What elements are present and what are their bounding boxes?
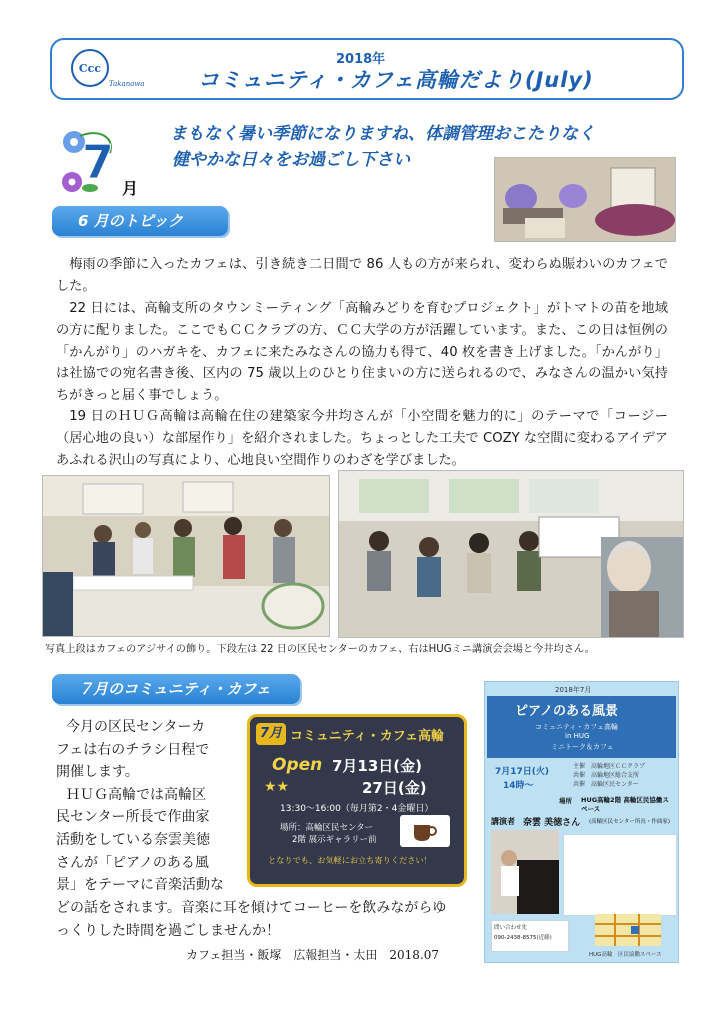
june-paragraph-2: 22 日には、高輪支所のタウンミーティング「高輪みどりを育むプロジェクト」がトマトの苗を地域の方に配りました。ここでもＣＣクラブの方、ＣＣ大学の方が活躍しています。また、この日は恒例の「かんがり」のハガキを、カフェに来たみなさんの協力も得て、40 枚を書き上げました。「かんがり」は社協での宛名書き後、区内の 75 歳以上のひとり住まいの方に送られるので、みなさんの温かい気持ちがきっと届く事でしょう。 (56, 301, 668, 404)
flyer-time: 13:30～16:00（毎月第2・4金曜日） (280, 804, 434, 814)
piano-talk-flyer (484, 681, 679, 963)
star-icon: ★★ (264, 779, 290, 795)
july-badge (60, 128, 140, 198)
flyer2-place-label: 場所 (559, 797, 572, 805)
header-year: 2018年 (336, 52, 386, 67)
flyer-note: となりでも、お気軽にお立ち寄りください！ (268, 855, 432, 865)
flyer-date-2: 27日(金) (362, 779, 427, 797)
logo-text: Ccc (78, 62, 102, 75)
map-icon (595, 914, 661, 946)
flyer-open-label: Open (272, 755, 323, 775)
greeting-line-1: まもなく暑い季節になりますね、体調管理おこたりなく (170, 124, 595, 144)
flyer2-contact-box (491, 920, 569, 952)
flyer2-time: 14時～ (503, 781, 534, 791)
july-text-line: フェは右のチラシ日程で (56, 741, 210, 758)
hug-lecture-photo (338, 470, 684, 638)
greeting-line-2: 健やかな日々をお過ごし下さい (172, 150, 410, 170)
flyer2-organizer: 主催 高輪地区ＣＣクラブ (573, 763, 646, 770)
photo-caption: 写真上段はカフェのアジサイの飾り。下段左は 22 日の区民センターのカフェ、右はHUGミニ講演会会場と今井均さん。 (45, 644, 595, 655)
flyer-title: コミュニティ・カフェ高輪 (290, 729, 445, 744)
june-paragraph-3: 19 日のＨＵＧ高輪は高輪在住の建築家今井均さんが「小空間を魅力的に」のテーマで「コージー（居心地の良い）な部屋作り」を紹介されました。ちょっとした工夫で COZY な空間に変わるアイデアあふれる沢山の写真により、心地良い空間作りのわざを学びました。 (56, 409, 668, 468)
flyer2-year-month: 2018年7月 (555, 686, 592, 694)
june-paragraph-1: 梅雨の季節に入ったカフェは、引き続き二日間で 86 人もの方が来られ、変わらぬ賑わいのカフェでした。 (56, 257, 668, 294)
flyer2-sub-2: in HUG (565, 732, 590, 740)
hydrangea-photo (494, 157, 676, 242)
july-text-line: 開催します。 (56, 764, 139, 781)
july-text-line: ＨＵＧ高輪では高輪区 (66, 786, 206, 803)
flyer2-title-band (487, 696, 676, 758)
flyer2-place: HUG高輪2階 高輪区民協働スペース (581, 796, 669, 813)
newsletter-title: コミュニティ・カフェ高輪だより(July) (198, 68, 594, 92)
logo-sub: Takanawa (109, 80, 145, 88)
pianist-photo (491, 830, 559, 914)
july-text-line: どの話をされます。音楽に耳を傾けてコーヒーを飲みながらゆ (56, 900, 447, 916)
july-text-line: 景」をテーマに音楽活動な (56, 877, 224, 894)
flyer2-footer: HUG高輪 区民協働スペース (589, 952, 662, 958)
flyer2-title: ピアノのある風景 (515, 704, 618, 719)
flyer-place-2: 2階 展示ギャラリー前 (292, 835, 377, 845)
flyer2-sub-3: ミニトーク＆カフェ (551, 743, 614, 751)
july-cafe-heading: ７月のコミュニティ・カフェ (52, 674, 300, 704)
flyer2-date: 7月17日(火) (495, 767, 550, 777)
cafe-photo (42, 475, 330, 637)
flyer2-organizer: 共催 高輪区民センター (573, 781, 639, 788)
credit-line: カフェ担当・飯塚 広報担当・太田 2018.07 (186, 948, 440, 962)
ccc-club-logo (70, 46, 145, 90)
coffee-cup-icon (400, 815, 450, 847)
flyer2-organizers (573, 762, 645, 789)
badge-suffix: 月 (122, 179, 139, 198)
july-text-line: さんが「ピアノのある風 (56, 854, 209, 871)
flyer2-organizer: 共催 高輪地区総合支所 (573, 772, 640, 779)
june-topics-heading: 6 月のトピック (52, 206, 228, 236)
flyer2-profile-text (563, 834, 677, 916)
july-text-line: っくりした時間を過ごしませんか！ (56, 922, 280, 939)
cafe-flyer (247, 714, 467, 887)
flyer2-contact: 090-2438-8575(近藤) (494, 935, 552, 941)
july-text-wide (56, 897, 486, 942)
flyer2-speaker-title: (高輪区民センター所長・作曲家) (589, 819, 671, 825)
flyer2-speaker: 奈雲 美徳さん (523, 818, 581, 828)
july-text-line: 活動をしている奈雲美徳 (56, 831, 210, 848)
flyer-place-1: 場所：高輪区民センター (280, 823, 374, 833)
flyer2-sub-1: コミュニティ・カフェ高輪 (535, 723, 618, 731)
july-text-narrow (56, 716, 246, 897)
july-text-line: 今月の区民センターカ (66, 719, 206, 735)
flyer2-speaker-label: 講演者 (491, 817, 515, 826)
july-text-line: 民センター所長で作曲家 (56, 809, 210, 826)
flyer2-contact-label: 問い合わせ先 (494, 925, 528, 931)
flyer-date-1: 7月13日(金) (332, 757, 423, 775)
badge-number: 7 (81, 135, 115, 189)
flyer-month-tag: 7月 (256, 723, 286, 745)
